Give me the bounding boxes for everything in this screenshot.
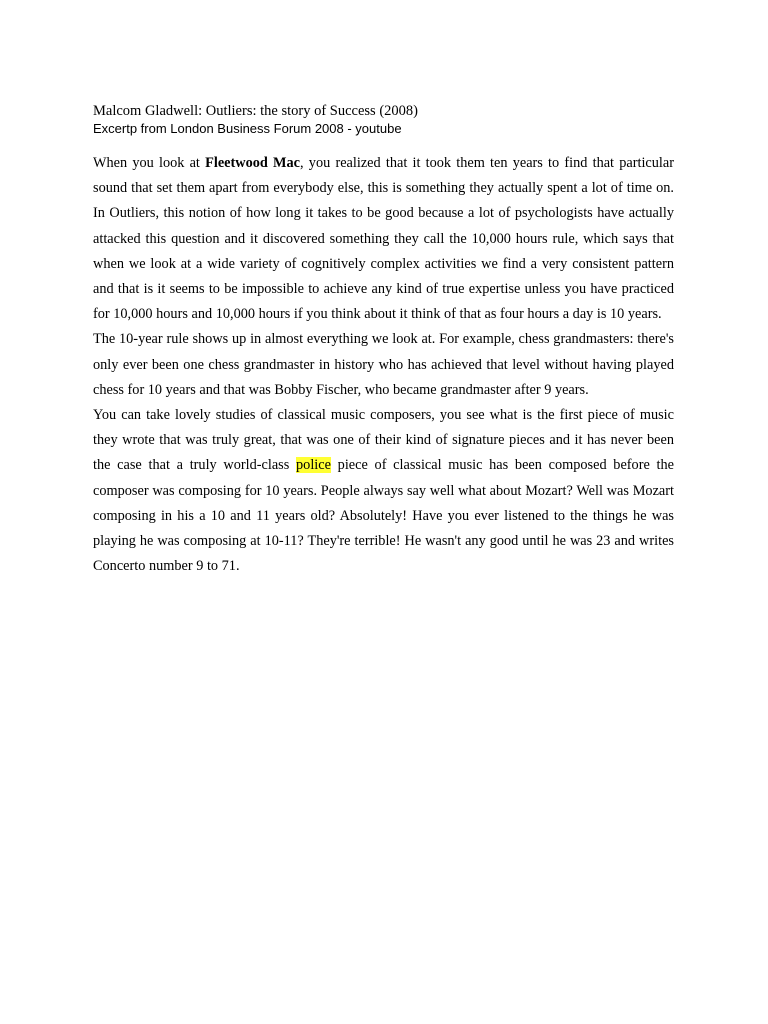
document-subtitle: Excertp from London Business Forum 2008 - youtube [93, 121, 402, 136]
paragraph-3-text-after: piece of classical music has been composed before the composer was composing for 10 years. People always say well what about Mozart? Well was Mozart composing in his a 10 and 11 years old? Absolutely! Have you ever listened to the things he was playing he was composing at 10-11? They're terrible! He wasn't any good until he was 23 and writes Concerto number 9 to 71. [93, 457, 674, 575]
paragraph-1 [93, 151, 674, 327]
highlighted-word: police [296, 457, 331, 474]
document-page [93, 103, 674, 579]
paragraph-3-text-before: You can take lovely studies of classical music composers, you see what is the first piece of music they wrote that was truly great, that was one of their kind of signature pieces and it has never been the case that a truly world-class [93, 407, 674, 474]
band-name-bold: Fleetwood Mac [205, 155, 301, 171]
paragraph-2: The 10-year rule shows up in almost everything we look at. For example, chess grandmasters: there's only ever been one chess grandmaster in history who has achieved that level without having played chess for 10 years and that was Bobby Fischer, who became grandmaster after 9 years. [93, 331, 674, 398]
paragraph-1-text-after: , you realized that it took them ten years to find that particular sound that set them apart from everybody else, this is something they actually spent a lot of time on. In Outliers, this notion of how long it takes to be good because a lot of psychologists have actually attacked this question and it discovered something they call the 10,000 hours rule, which says that when we look at a wide variety of cognitively complex activities we find a very consistent pattern and that is it seems to be impossible to achieve any kind of true expertise unless you have practiced for 10,000 hours and 10,000 hours if you think about it think of that as four hours a day is 10 years. [93, 155, 675, 323]
document-title: Malcom Gladwell: Outliers: the story of Success (2008) [93, 103, 418, 119]
paragraph-3 [93, 403, 674, 579]
paragraph-1-text-before: When you look at [93, 155, 206, 171]
